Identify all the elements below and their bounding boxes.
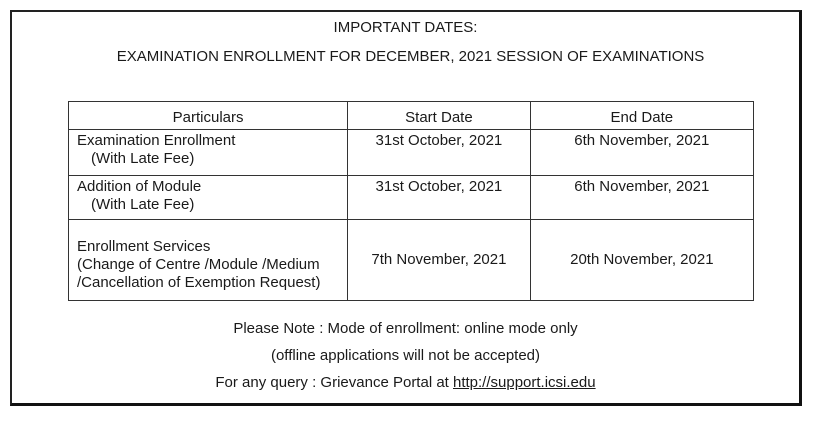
particular-line: /Cancellation of Exemption Request) bbox=[77, 274, 321, 291]
notice-subtitle: EXAMINATION ENROLLMENT FOR DECEMBER, 2021 SESSION OF EXAMINATIONS bbox=[116, 48, 705, 65]
particular-line: Examination Enrollment bbox=[77, 132, 236, 149]
column-header-end-date: End Date bbox=[530, 102, 753, 130]
start-date-cell: 7th November, 2021 bbox=[348, 220, 531, 301]
support-portal-link[interactable]: http://support.icsi.edu bbox=[453, 374, 596, 391]
particulars-cell bbox=[69, 130, 348, 176]
table-row bbox=[69, 220, 754, 301]
particular-line: Enrollment Services bbox=[77, 238, 211, 255]
particulars-cell bbox=[69, 176, 348, 220]
notice-frame bbox=[10, 10, 802, 406]
table-row bbox=[69, 176, 754, 220]
start-date-cell: 31st October, 2021 bbox=[348, 130, 531, 176]
particular-line: (With Late Fee) bbox=[91, 196, 195, 213]
column-header-start-date: Start Date bbox=[348, 102, 531, 130]
end-date-cell: 6th November, 2021 bbox=[530, 176, 753, 220]
offline-note: (offline applications will not be accepted) bbox=[270, 347, 541, 364]
query-note bbox=[12, 374, 799, 392]
enrollment-mode-note: Please Note : Mode of enrollment: online mode only bbox=[233, 320, 578, 337]
query-note-text: For any query : Grievance Portal at bbox=[215, 374, 453, 391]
notice-title: IMPORTANT DATES: bbox=[333, 19, 478, 36]
particular-line: Addition of Module bbox=[77, 178, 202, 195]
particulars-cell bbox=[69, 220, 348, 301]
important-dates-table bbox=[68, 101, 754, 301]
table-row bbox=[69, 130, 754, 176]
end-date-cell: 20th November, 2021 bbox=[530, 220, 753, 301]
particular-line: (With Late Fee) bbox=[91, 150, 195, 167]
start-date-cell: 31st October, 2021 bbox=[348, 176, 531, 220]
column-header-particulars: Particulars bbox=[69, 102, 348, 130]
table-header-row bbox=[69, 102, 754, 130]
particular-line: (Change of Centre /Module /Medium bbox=[77, 256, 320, 273]
end-date-cell: 6th November, 2021 bbox=[530, 130, 753, 176]
